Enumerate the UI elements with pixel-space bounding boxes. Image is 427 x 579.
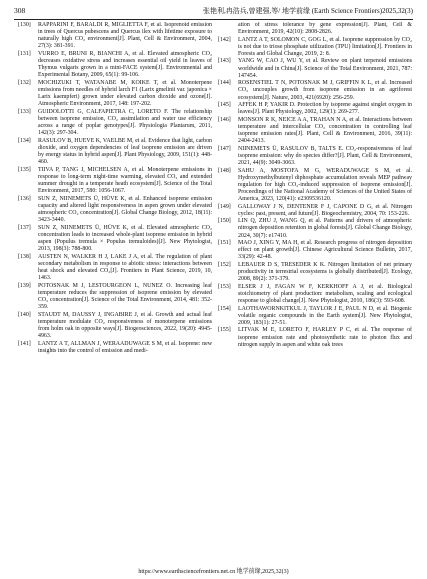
reference-entry (218, 58, 412, 79)
reference-text: YANG W, CAO J, WU Y, et al. Review on plant terpenoid emissions worldwide and in China[J]. Science of the Total Environment, 2021, 787: 147454. (238, 58, 412, 79)
reference-number: [137] (18, 224, 31, 231)
reference-text: LAOTHAWORNKITKUL J, TAYLOR J E, PAUL N D, et al. Biogenic volatile organic compounds in the Earth system[J]. New Phytologist, 2009, 183(1): 27-51. (238, 305, 412, 326)
reference-text: TIIVA P, TANG J, MICHELSEN A, et al. Monoterpene emissions in response to long-term night-time warming, elevated CO₂ and extended summer drought in a temperate heath ecosystem[J]. Science of the Total Environment, 2017, 580: 1056-1067. (38, 166, 212, 195)
reference-text: MOCHIZUKI T, WATANABE M, KOIKE T, et al. Monoterpene emissions from needles of hybrid larch F1 (Larix gmelinii var. japonica × Larix kaempferi) grown under elevated carbon dioxide and ozone[J]. Atmospheric Environment, 2017, 148: 197-202. (38, 79, 212, 108)
reference-number: [141] (18, 340, 31, 347)
reference-number: [135] (18, 166, 31, 173)
reference-text: AUSTEN N, WALKER H J, LAKE J A, et al. The regulation of plant secondary metabolism in response to abiotic stress: interactions between heat shock and elevated CO₂[J]. Frontiers in Plant Science, 2019, 10, 1463. (38, 253, 212, 282)
reference-text: LIN Q, ZHU J, WANG Q, et al. Patterns and drivers of atmospheric nitrogen deposition retention in global forests[J]. Global Change Biology, 2024, 30(7): e17410. (238, 218, 412, 239)
reference-number: [144] (218, 80, 231, 87)
reference-text: ation of stress tolerance by gene expression[J]. Plant, Cell & Environment, 2019, 42(10): 2808-2826. (238, 22, 412, 36)
reference-text: RASULOV B, HUEVE K, VAELBE M, et al. Evidence that light, carbon dioxide, and oxygen dependencies of leaf isoprene emission are driven by energy status in hybrid aspen[J]. Plant Physiology, 2009, 151(1): 448-460. (38, 137, 212, 166)
reference-text: GALLOWAY J N, DENTENER F J, CAPONE D G, et al. Nitrogen cycles: past, present, and future[J]. Biogeochemistry, 2004, 70: 153-226. (238, 203, 412, 217)
reference-entry (18, 22, 212, 51)
reference-number: [143] (218, 58, 231, 65)
reference-number: [136] (18, 195, 31, 202)
reference-number: [148] (218, 167, 231, 174)
reference-text: MONSON R K, NEICE A A, TRAHAN N A, et al. Interactions between temperature and intercellular CO₂ concentration in controlling leaf isoprene emission rates[J]. Plant, Cell & Environment, 2016, 39(11): 2404-2413. (238, 116, 412, 145)
reference-entry (218, 218, 412, 239)
reference-number: [154] (218, 305, 231, 312)
reference-entry (218, 37, 412, 58)
page-number: 308 (14, 6, 26, 15)
reference-number: [152] (218, 261, 231, 268)
reference-number: [133] (18, 108, 31, 115)
reference-number (218, 22, 238, 36)
reference-text: RAPPARINI F, BARALDI R, MIGLIETTA F, et al. Isoprenoid emission in trees of Quercus pubescens and Quercus ilex with lifetime exposure to naturally high CO₂ environment[J]. Plant, Cell & Environment, 2004, 27(3): 381-391. (38, 22, 212, 50)
reference-number: [155] (218, 327, 231, 334)
reference-number: [130] (18, 22, 31, 28)
running-head: 张艳利,冉浩兵,曾建强,等/ 地学前缘 (Earth Science Frontiers)2025,32(3) (203, 7, 413, 15)
reference-entry (218, 262, 412, 283)
reference-text: LANTZ A T, ALLMAN J, WERAADUWAGE S M, et al. Isoprene: new insights into the control of emission and medi- (38, 340, 212, 354)
reference-text: VURRO E, BRUNI R, BIANCHI A, et al. Elevated atmospheric CO₂ decreases oxidative stress and increases essential oil yield in leaves of Thymus vulgaris grown in a mini-FACE system[J]. Environmental and Experimental Botany, 2009, 65(1): 99-106. (38, 50, 212, 79)
reference-text: ROSENSTIEL T N, POTOSNAK M J, GRIFFIN K L, et al. Increased CO₂ uncouples growth from isoprene emission in an agriforest ecosystem[J]. Nature, 2003, 421(6920): 256-259. (238, 80, 412, 101)
reference-number: [151] (218, 240, 231, 247)
reference-entry (218, 306, 412, 327)
reference-entry (18, 109, 212, 138)
reference-number: [139] (18, 282, 31, 289)
reference-number: [132] (18, 79, 31, 86)
reference-number: [150] (218, 218, 231, 225)
reference-text: LANTZ A T, SOLOMON C, GOG L, et al. Isoprene suppression by CO₂ is not due to triose phosphate utilization (TPU) limitation[J]. Frontiers in Forests and Global Change, 2019, 2: 8. (238, 36, 412, 57)
reference-text: NIINEMETS Ü, RASULOV B, TALTS E. CO₂-responsiveness of leaf isoprene emission: why do species differ?[J]. Plant, Cell & Environment, 2021, 44(9): 3049-3063. (238, 145, 412, 167)
reference-column-right (218, 22, 412, 558)
reference-text: SAHU A, MOSTOFA M G, WERADUWAGE S M, et al. Hydroxymethylbutenyl diphosphate accumulation reveals MEP pathway regulation for high CO₂-induced suppression of isoprene emission[J]. Proceedings of the National Academy of Sciences of the United States of America, 2023, 120(41): e2309536120. (238, 167, 412, 203)
page-header (14, 5, 413, 20)
reference-text: SUN Z, NIINEMETS Ü, HÜVE K, et al. Enhanced isoprene emission capacity and altered light responsiveness in aspen grown under elevated atmospheric CO₂ concentration[J]. Global Change Biology, 2012, 18(11): 3423-3440. (38, 195, 212, 224)
reference-text: LITVAK M E, LORETO F, HARLEY P C, et al. The response of isoprene emission rate and photosynthetic rate to photon flux and nitrogen supply in aspen and white oak trees (238, 327, 412, 348)
reference-entry (218, 168, 412, 204)
reference-entry (218, 146, 412, 167)
reference-entry (18, 225, 212, 254)
reference-number: [131] (18, 50, 31, 57)
reference-text: GUIDOLOTTI G, CALFAPIETRA C, LORETO F. The relationship between isoprene emission, CO₂ assimilation and water use efficiency across a range of poplar genotypes[J]. Physiologia Plantarum, 2011, 142(3): 297-304. (38, 108, 212, 137)
reference-entry (18, 196, 212, 225)
page-footer: https://www.earthsciencefrontiers.net.cn 地学前缘,2025,32(3) (138, 569, 289, 575)
reference-entry (18, 167, 212, 196)
reference-entry (218, 327, 412, 348)
reference-entry (218, 240, 412, 261)
reference-text: MAO J, XING Y, MA H, et al. Research progress of nitrogen deposition effect on plant growth[J]. Chinese Agricultural Science Bulletin, 2017, 33(29): 42-48. (238, 240, 412, 261)
reference-entry (218, 102, 412, 116)
reference-number: [145] (218, 102, 231, 109)
reference-text: SUN Z, NIINEMETS Ü, HÜVE K, et al. Elevated atmospheric CO₂ concentration leads to increased whole-plant isoprene emission in hybrid aspen (Populus tremula × Populus tremuloides)[J]. New Phytologist, 2013, 198(3): 788-800. (38, 224, 212, 253)
reference-entry (218, 22, 412, 36)
reference-entry (18, 80, 212, 109)
reference-text: LEBAUER D S, TRESEDER K K. Nitrogen limitation of net primary productivity in terrestrial ecosystems is globally distributed[J]. Ecology, 2008, 89(2): 371-379. (238, 261, 412, 283)
reference-text: AFFEK H P, YAKIR D. Protection by isoprene against singlet oxygen in leaves[J]. Plant Physiology, 2002, 129(1): 269-277. (238, 102, 412, 116)
reference-number: [142] (218, 36, 231, 43)
reference-text: ELSER J J, FAGAN W F, KERKHOFF A J, et al. Biological stoichiometry of plant production: metabolism, scaling and ecological response to global change[J]. New Phytologist, 2010, 186(3): 593-608. (238, 283, 412, 305)
reference-entry (18, 138, 212, 167)
reference-entry (18, 254, 212, 283)
reference-text: STAUDT M, DAUSSY J, INGABIRE J, et al. Growth and actual leaf temperature modulate CO₂ responsiveness of monoterpene emissions from holm oak in opposite ways[J]. Biogeosciences, 2022, 19(20): 4945-4963. (38, 311, 212, 340)
reference-entry (218, 284, 412, 305)
reference-number: [153] (218, 283, 231, 290)
reference-number: [146] (218, 116, 231, 123)
reference-entry (18, 312, 212, 341)
reference-entry (18, 283, 212, 312)
reference-entry (18, 341, 212, 355)
reference-entry (18, 51, 212, 80)
reference-number: [147] (218, 145, 231, 152)
reference-text: POTOSNAK M J, LESTOURGEON L, NUNEZ O. Increasing leaf temperature reduces the suppression of isoprene emission by elevated CO₂ concentration[J]. Science of the Total Environment, 2014, 481: 352-359. (38, 282, 212, 311)
reference-entry (218, 117, 412, 146)
reference-entry (218, 204, 412, 218)
reference-number: [140] (18, 311, 31, 318)
reference-column-left (18, 22, 212, 558)
reference-number: [134] (18, 137, 31, 144)
reference-number: [138] (18, 253, 31, 260)
reference-entry (218, 80, 412, 101)
reference-number: [149] (218, 203, 231, 210)
